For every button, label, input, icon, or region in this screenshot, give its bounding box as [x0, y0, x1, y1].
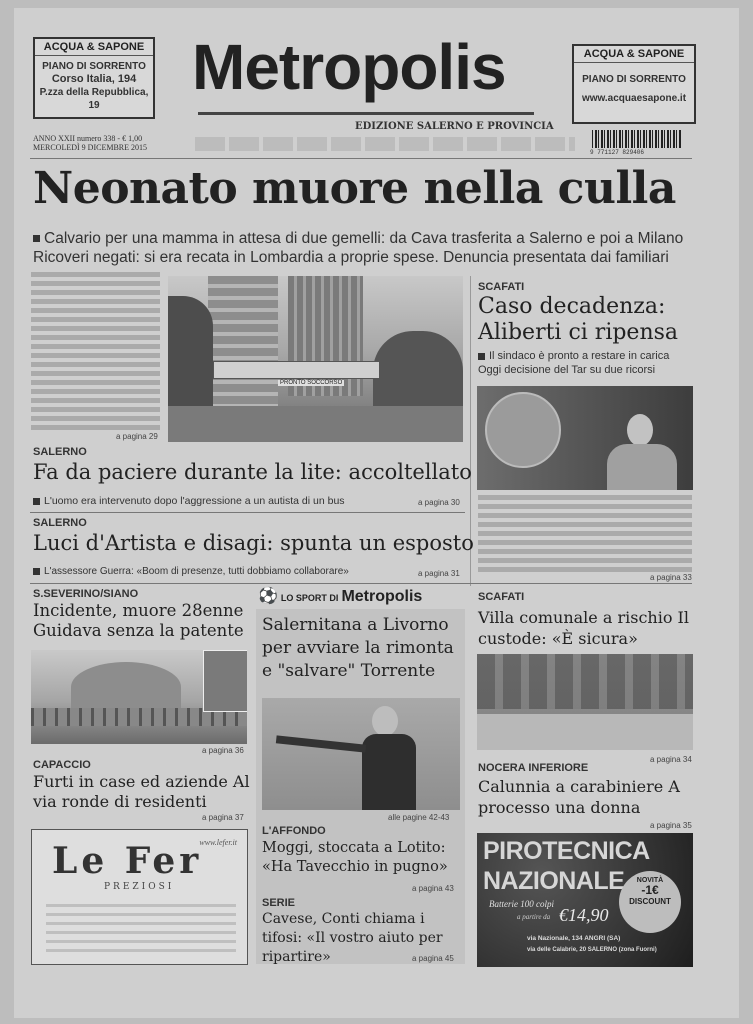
- salerno2-subhead: [33, 566, 349, 577]
- sport-headline: Salernitana a Livorno per avviare la rimonta e "salvare" Torrente: [262, 615, 454, 681]
- affondo-kicker: L'AFFONDO: [262, 825, 326, 837]
- nocera-page-ref: a pagina 35: [650, 821, 692, 830]
- edition-label: EDIZIONE SALERNO E PROVINCIA: [355, 121, 554, 132]
- salerno1-page-ref: a pagina 30: [418, 498, 460, 507]
- ad-brand: ACQUA & SAPONE: [35, 39, 153, 56]
- trees: [477, 654, 693, 709]
- victim-portrait: [203, 650, 247, 712]
- scafati-kicker: SCAFATI: [478, 281, 525, 293]
- pirotecnica-name-2: NAZIONALE: [483, 867, 625, 895]
- coach-arm: [276, 735, 366, 752]
- runner-icon: ⚽: [258, 588, 278, 605]
- serie-kicker: SERIE: [262, 897, 296, 909]
- severino-page-ref: a pagina 36: [202, 746, 244, 755]
- scafati-subhead: [478, 349, 693, 377]
- accident-photo: [31, 650, 247, 744]
- ad-brand: ACQUA & SAPONE: [574, 46, 694, 63]
- villa-photo: [477, 654, 693, 750]
- scafati-page-ref: a pagina 33: [650, 573, 692, 582]
- publisher-info: [195, 137, 575, 151]
- bullet-icon: [478, 353, 485, 360]
- lead-body-text: [31, 272, 160, 432]
- ad-address-2: P.zza della Repubblica, 19: [39, 87, 149, 111]
- coach-head: [372, 706, 398, 736]
- aliberti-photo: [477, 386, 693, 490]
- right-header-ad: [572, 44, 696, 124]
- salerno1-headline: Fa da paciere durante la lite: accoltellato: [33, 460, 472, 484]
- section-rule: [30, 512, 465, 513]
- ad-address-1: Corso Italia, 194: [51, 73, 137, 85]
- salerno2-headline: Luci d'Artista e disagi: spunta un esposto: [33, 531, 474, 555]
- issue-date: MERCOLEDÌ 9 DICEMBRE 2015: [33, 143, 147, 152]
- hill: [71, 662, 181, 712]
- villa-kicker: SCAFATI: [478, 591, 525, 603]
- sport-page-ref: alle pagine 42-43: [388, 813, 450, 822]
- man-head: [627, 414, 653, 446]
- pronto-soccorso-sign: PRONTO SOCCORSO: [280, 380, 343, 386]
- section-rule: [30, 583, 692, 584]
- salerno1-subhead-text: L'uomo era intervenuto dopo l'aggressione a un autista di un bus: [44, 495, 345, 507]
- masthead-underline: [198, 112, 534, 115]
- capaccio-kicker: CAPACCIO: [33, 759, 91, 771]
- pirotecnica-ad: [477, 833, 693, 967]
- barcode: [592, 130, 682, 148]
- lead-subhead-text: Calvario per una mamma in attesa di due gemelli: da Cava trasferita a Salerno e poi a Milano Ricoveri negati: si era recata in Lombardia a proprie spese. Denuncia presentata dai familiari: [33, 230, 684, 266]
- bullet-icon: [33, 235, 40, 242]
- ad-city: PIANO DI SORRENTO: [582, 74, 686, 85]
- salerno1-kicker: SALERNO: [33, 446, 87, 458]
- salerno1-subhead: [33, 495, 345, 507]
- severino-headline: Incidente, muore 28enne Guidava senza la patente: [33, 601, 244, 640]
- discount-badge: [619, 871, 681, 933]
- sport-label: [258, 586, 422, 606]
- lead-subhead: [33, 229, 695, 267]
- offer-price: €14,90: [559, 905, 609, 925]
- entrance-canopy: [213, 361, 380, 379]
- offer-sub: a partire da: [517, 913, 551, 921]
- serie-headline: Cavese, Conti chiama i tifosi: «Il vostro aiuto per ripartire»: [262, 911, 443, 965]
- coach-body: [362, 734, 416, 810]
- salerno2-page-ref: a pagina 31: [418, 569, 460, 578]
- severino-kicker: S.SEVERINO/SIANO: [33, 588, 139, 600]
- scafati-subhead-text: Il sindaco è pronto a restare in carica Oggi decisione del Tar su due ricorsi: [478, 350, 670, 376]
- sport-label-brand: Metropolis: [341, 588, 423, 605]
- pirotecnica-name-1: PIROTECNICA: [483, 837, 650, 865]
- address-1: via Nazionale, 134 ANGRI (SA): [527, 935, 621, 942]
- lefer-tagline: PREZIOSI: [104, 882, 175, 892]
- scafati-body-text: [478, 495, 692, 573]
- villa-headline: Villa comunale a rischio Il custode: «È sicura»: [478, 608, 689, 648]
- lead-photo: [168, 276, 463, 442]
- badge-discount: DISCOUNT: [629, 897, 671, 906]
- badge-amount: -1€: [641, 883, 659, 897]
- lead-headline: Neonato muore nella culla: [33, 163, 676, 214]
- park-path: [477, 714, 693, 750]
- nocera-kicker: NOCERA INFERIORE: [478, 762, 589, 774]
- bullet-icon: [33, 568, 40, 575]
- street-ground: [168, 406, 463, 442]
- coach-photo: [262, 698, 460, 810]
- salerno2-kicker: SALERNO: [33, 517, 87, 529]
- bullet-icon: [33, 498, 40, 505]
- issue-number: ANNO XXII numero 338 - € 1,00: [33, 134, 143, 143]
- lefer-ad: [31, 829, 248, 965]
- scafati-headline: Caso decadenza: Aliberti ci ripensa: [478, 294, 679, 345]
- nocera-headline: Calunnia a carabiniere A processo una donna: [478, 777, 680, 817]
- header-rule: [30, 158, 692, 159]
- capaccio-page-ref: a pagina 37: [202, 813, 244, 822]
- serie-page-ref: a pagina 45: [412, 954, 454, 963]
- capaccio-headline: Furti in case ed aziende Al via ronde di residenti: [33, 772, 250, 811]
- left-header-ad: [33, 37, 155, 119]
- affondo-headline: Moggi, stoccata a Lotito: «Ha Tavecchio in pugno»: [262, 840, 448, 875]
- man-body: [607, 444, 677, 490]
- sport-label-prefix: LO SPORT DI: [280, 593, 339, 603]
- offer-text: Batterie 100 colpi: [489, 899, 554, 909]
- barcode-number: 9 771127 829406: [590, 149, 645, 156]
- salerno2-subhead-text: L'assessore Guerra: «Boom di presenze, tutti dobbiamo collaborare»: [44, 566, 349, 577]
- ad-website: www.acquaesapone.it: [581, 93, 687, 104]
- masthead-title: Metropolis: [192, 31, 506, 103]
- affondo-page-ref: a pagina 43: [412, 884, 454, 893]
- ad-city: PIANO DI SORRENTO: [42, 61, 146, 72]
- badge-new: NOVITÀ: [636, 877, 664, 884]
- hospital-building: [208, 276, 278, 406]
- lefer-stores: [46, 904, 236, 954]
- lefer-logo: Le Fer: [52, 840, 203, 882]
- wall-clock: [485, 392, 561, 468]
- villa-page-ref: a pagina 34: [650, 755, 692, 764]
- lead-page-ref: a pagina 29: [116, 432, 158, 441]
- address-2: via delle Calabrie, 20 SALERNO (zona Fuorni): [527, 947, 657, 953]
- lefer-website: www.lefer.it: [199, 838, 237, 847]
